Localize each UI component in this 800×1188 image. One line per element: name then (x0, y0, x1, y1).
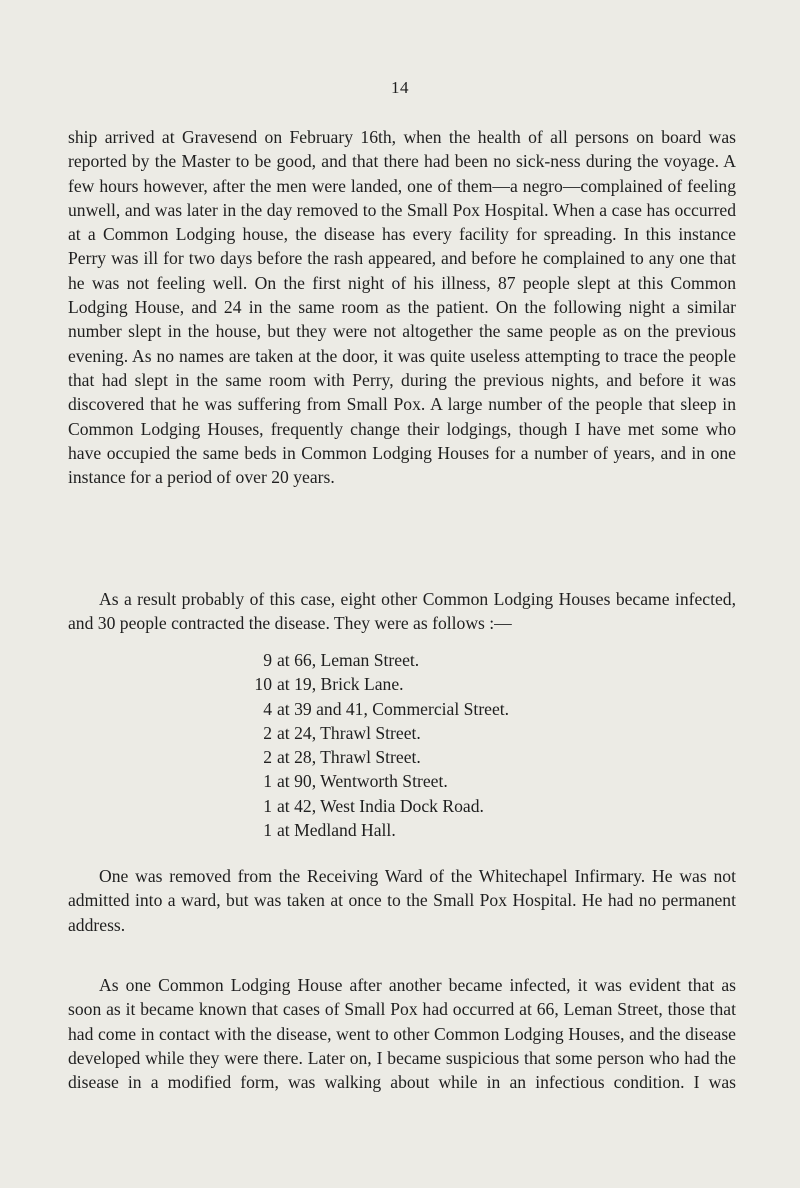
house-location: at 24, Thrawl Street. (277, 722, 421, 743)
case-count: 4 (263, 698, 272, 719)
house-location: at 42, West India Dock Road. (277, 795, 484, 816)
house-location: at 66, Leman Street. (277, 650, 420, 670)
house-location: at 28, Thrawl Street. (277, 747, 421, 768)
list-item (254, 697, 654, 721)
case-count: 1 (263, 771, 272, 792)
list-item (254, 769, 654, 793)
paragraph-perry-case: ship arrived at Gravesend on February 16th, when the health of all persons on board was reported by the Master to be good, and that there had been no sick-ness during the voyage. A few hours however, after the men were landed, one of them—a negro—complained of feeling unwell, and was later in the day removed to the Small Pox Hospital. When a case has occurred at a Common Lodging house, the disease has every facility for spreading. In this instance Perry was ill for two days before the rash appeared, and before he complained to any one that he was not feeling well. On the first night of his illness, 87 people slept at this Common Lodging House, and 24 in the same room as the patient. On the following night a similar number slept in the house, but they were not altogether the same people as on the previous evening. As no names are taken at the door, it was quite useless attempting to trace the people that had slept in the same room with Perry, during the previous nights, and before it was discovered that he was suffering from Small Pox. A large number of the people that sleep in Common Lodging Houses, frequently change their lodgings, though I have met some who have occupied the same beds in Common Lodging Houses for a number of years, and in one instance for a period of over 20 years. (68, 127, 736, 488)
infected-houses-list (254, 648, 654, 842)
case-count: 2 (263, 747, 272, 768)
list-item (254, 794, 654, 818)
case-count: 1 (263, 795, 272, 816)
list-item (254, 672, 654, 696)
paragraph-spread-suspicion: As one Common Lodging House after another became infected, it was evident that as soon as it became known that cases of Small Pox had occurred at 66, Leman Street, those that had come in contact with the disease, went to other Common Lodging Houses, and the disease developed while they were there. Later on, I became suspicious that some person who had the disease in a modified form, was walking about while in an infectious condition. I was (68, 975, 736, 1093)
house-location: at Medland Hall. (277, 820, 396, 841)
house-location: at 19, Brick Lane. (277, 674, 404, 695)
house-location: at 90, Wentworth Street. (277, 771, 448, 792)
paragraph-whitechapel-case: One was removed from the Receiving Ward of the Whitechapel Infirmary. He was not admitted into a ward, but was taken at once to the Small Pox Hospital. He had no permanent address. (68, 866, 736, 935)
case-count: 10 (254, 674, 272, 695)
list-item (254, 818, 654, 842)
case-count: 2 (263, 722, 272, 743)
case-count: 1 (263, 820, 272, 841)
list-item (254, 648, 654, 672)
house-location: at 39 and 41, Commercial Street. (277, 698, 510, 719)
list-item (254, 721, 654, 745)
case-count: 9 (263, 650, 272, 670)
page-number: 14 (391, 78, 409, 97)
list-item (254, 745, 654, 769)
paragraph-infected-houses-intro: As a result probably of this case, eight other Common Lodging Houses became infected, and 30 people contracted the disease. They were as follows :— (68, 589, 736, 634)
